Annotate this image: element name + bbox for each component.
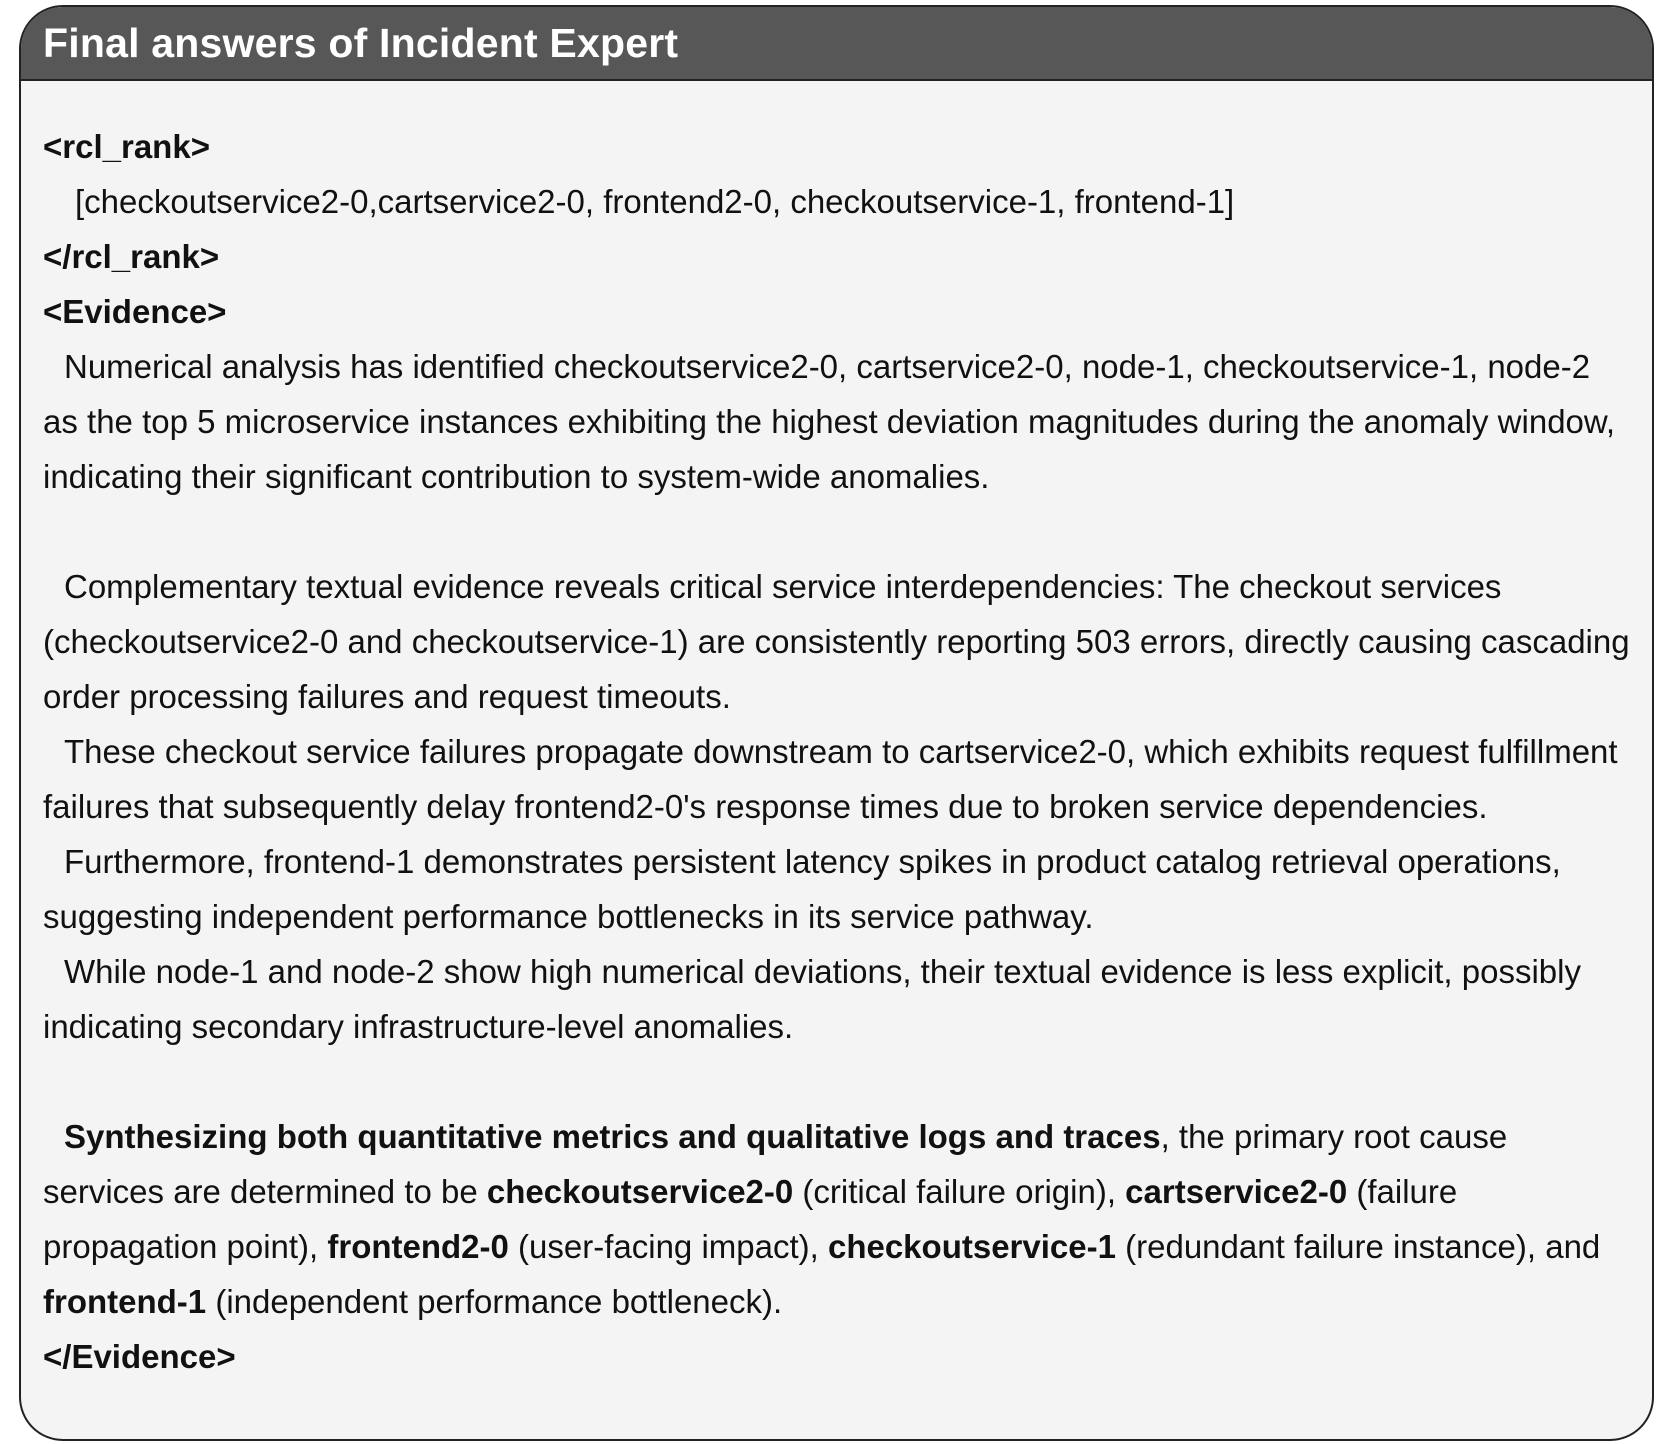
root-cause-checkoutservice2-0: checkoutservice2-0 [486, 1173, 794, 1210]
textual-evidence-paragraph: Complementary textual evidence reveals critical service interdependencies: The checkout services (checkoutservice2-0 and checkoutservice-1) are consistently reporting 503 errors, directly causing cascading order processing failures and request timeouts. [43, 568, 1630, 715]
paragraph-gap [43, 1054, 1630, 1109]
synthesis-paragraph [43, 1109, 1630, 1329]
synthesis-text: (failure propagation point), [43, 1173, 1458, 1265]
synthesis-text: (critical failure origin), [793, 1173, 1126, 1210]
evidence-open-tag: <Evidence> [43, 293, 227, 330]
panel-title: Final answers of Incident Expert [43, 19, 679, 66]
node-deviation-paragraph: While node-1 and node-2 show high numerical deviations, their textual evidence is less explicit, possibly indicating secondary infrastructure-level anomalies. [43, 953, 1581, 1045]
panel-header [21, 7, 1652, 81]
rcl-rank-close-tag: </rcl_rank> [43, 238, 220, 275]
root-cause-frontend-1: frontend-1 [43, 1283, 207, 1320]
root-cause-checkoutservice-1: checkoutservice-1 [827, 1228, 1116, 1265]
synthesis-text: (redundant failure instance), and [1115, 1228, 1601, 1265]
synthesis-text: , the primary root cause services are determined to be [43, 1118, 1508, 1210]
root-cause-frontend2-0: frontend2-0 [327, 1228, 509, 1265]
numerical-analysis-paragraph: Numerical analysis has identified checkoutservice2-0, cartservice2-0, node-1, checkoutservice-1, node-2 as the top 5 microservice instances exhibiting the highest deviation magnitudes during the anomaly window, indicating their significant contribution to system-wide anomalies. [43, 348, 1616, 495]
synthesis-text: (user-facing impact), [508, 1228, 828, 1265]
panel-body [21, 81, 1652, 1384]
frontend-latency-paragraph: Furthermore, frontend-1 demonstrates persistent latency spikes in product catalog retrieval operations, suggesting independent performance bottlenecks in its service pathway. [43, 843, 1561, 935]
paragraph-gap [43, 504, 1630, 559]
rcl-rank-list: [checkoutservice2-0,cartservice2-0, frontend2-0, checkoutservice-1, frontend-1] [75, 183, 1235, 220]
evidence-close-tag: </Evidence> [43, 1338, 236, 1375]
incident-expert-panel [19, 5, 1654, 1441]
synthesis-text: (independent performance bottleneck). [206, 1283, 783, 1320]
synthesis-lead: Synthesizing both quantitative metrics and qualitative logs and traces [64, 1118, 1161, 1155]
propagation-paragraph: These checkout service failures propagate downstream to cartservice2-0, which exhibits request fulfillment failures that subsequently delay frontend2-0's response times due to broken service dependencies. [43, 733, 1618, 825]
root-cause-cartservice2-0: cartservice2-0 [1125, 1173, 1348, 1210]
rcl-rank-open-tag: <rcl_rank> [43, 128, 210, 165]
